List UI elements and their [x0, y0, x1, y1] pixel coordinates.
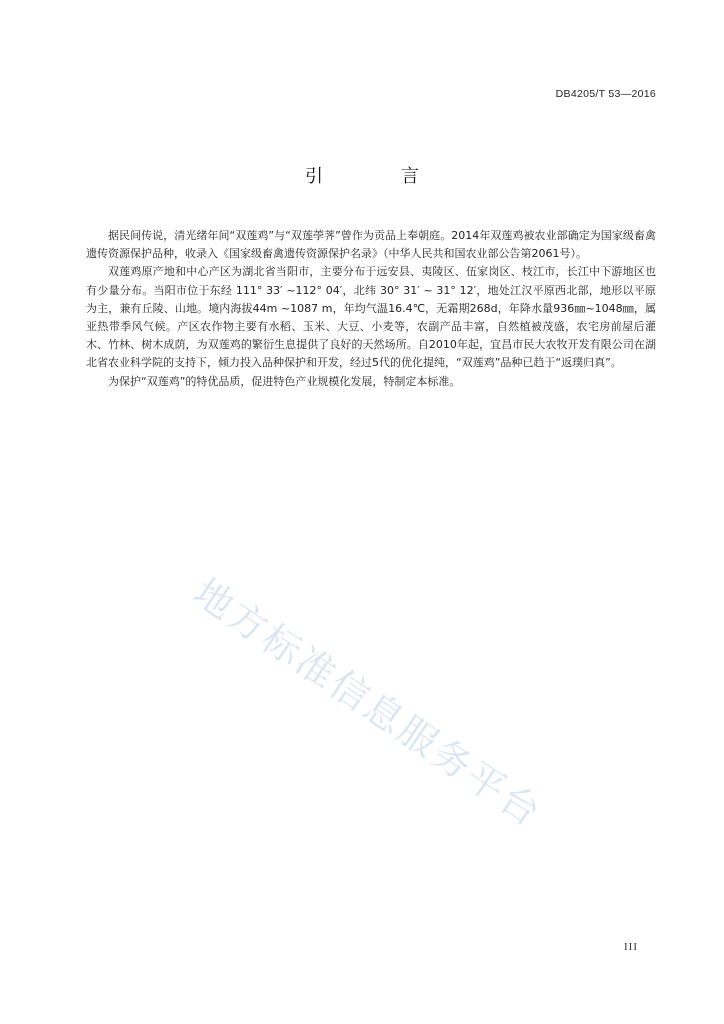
section-title: 引 言	[305, 166, 449, 187]
document-body	[86, 227, 656, 391]
paragraph: 据民间传说，清光绪年间“双莲鸡”与“双莲荸荠”曾作为贡品上奉朝庭。2014年双莲鸡被农业部确定为国家级畜禽遗传资源保护品种，收录入《国家级畜禽遗传资源保护名录》（中华人民共和国农业部公告第2061号）。	[86, 229, 656, 261]
page-number: III	[624, 941, 638, 953]
standard-code: DB4205/T 53—2016	[555, 88, 656, 100]
paragraph: 为保护“双莲鸡”的特优品质，促进特色产业规模化发展，特制定本标准。	[108, 374, 461, 388]
paragraph: 双莲鸡原产地和中心产区为湖北省当阳市，主要分布于远安县、夷陵区、伍家岗区、枝江市，长江中下游地区也有少量分布。当阳市位于东经 111° 33′ ~112° 04′，北纬 30° 31′ ~ 31° 12′，地处江汉平原西北部，地形以平原为主，兼有丘陵、山地。境内海拔44m ~1087 m，年均气温16.4℃，无霜期268d，年降水量936㎜~1048㎜，属亚热带季风气候。产区农作物主要有水稻、玉米、大豆、小麦等，农副产品丰富，自然植被茂盛，农宅房前屋后灌木、竹林、树木成荫，为双莲鸡的繁衍生息提供了良好的天然场所。自2010年起，宜昌市民大农牧开发有限公司在湖北省农业科学院的支持下，倾力投入品种保护和开发，经过5代的优化提纯，“双莲鸡”品种已趋于“返璞归真”。	[86, 265, 656, 370]
watermark: 地方标准信息服务平台	[185, 570, 551, 836]
header-divider	[86, 105, 656, 106]
